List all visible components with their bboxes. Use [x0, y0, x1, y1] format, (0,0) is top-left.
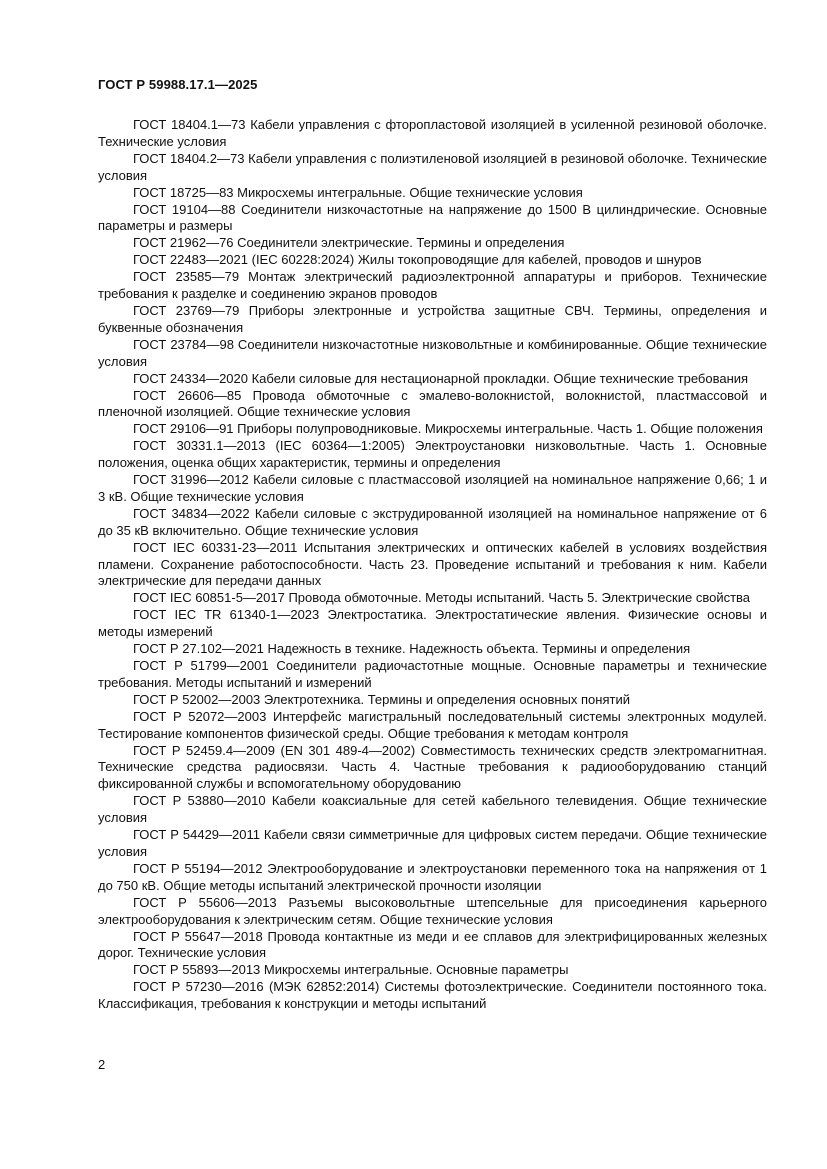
reference-item: ГОСТ Р 52002—2003 Электротехника. Термины и определения основных понятий [133, 691, 630, 707]
reference-item: ГОСТ 23585—79 Монтаж электрический радиоэлектронной аппаратуры и приборов. Технические требования к разделке и соединению экранов проводов [98, 269, 767, 302]
reference-item: ГОСТ IEC 60331-23—2011 Испытания электрических и оптических кабелей в условиях воздействия пламени. Сохранение работоспособности. Часть 23. Проведение испытаний и требования к ним. Кабели электрические для передачи данных [98, 539, 767, 589]
reference-item: ГОСТ IEC 60851-5—2017 Провода обмоточные. Методы испытаний. Часть 5. Электрические свойства [133, 590, 751, 606]
reference-item: ГОСТ 21962—76 Соединители электрические. Термины и определения [133, 235, 565, 251]
reference-item: ГОСТ Р 52459.4—2009 (EN 301 489-4—2002) Совместимость технических средств электромагнитная. Технические средства радиосвязи. Часть 4. Частные требования к радиооборудованию станций фиксированной службы и вспомогательному оборудованию [98, 742, 767, 792]
reference-item: ГОСТ 19104—88 Соединители низкочастотные на напряжение до 1500 В цилиндрические. Основные параметры и размеры [98, 201, 767, 234]
page-number: 2 [98, 1057, 106, 1072]
reference-item: ГОСТ 18404.1—73 Кабели управления с фторопластовой изоляцией в усиленной резиновой оболочке. Технические условия [98, 117, 767, 149]
reference-item: ГОСТ Р 53880—2010 Кабели коаксиальные для сетей кабельного телевидения. Общие технические условия [98, 793, 767, 826]
reference-item: ГОСТ Р 55893—2013 Микросхемы интегральные. Основные параметры [133, 962, 569, 978]
reference-item: ГОСТ Р 55194—2012 Электрооборудование и электроустановки переменного тока на напряжения от 1 до 750 кВ. Общие методы испытаний электрической прочности изоляции [98, 860, 767, 893]
reference-item: ГОСТ Р 55606—2013 Разъемы высоковольтные штепсельные для присоединения карьерного электрооборудования к электрическим сетям. Общие технические условия [98, 894, 767, 927]
reference-item: ГОСТ Р 27.102—2021 Надежность в технике. Надежность объекта. Термины и определения [133, 641, 691, 657]
reference-item: ГОСТ 24334—2020 Кабели силовые для нестационарной прокладки. Общие технические требования [133, 370, 749, 386]
document-header: ГОСТ Р 59988.17.1—2025 [98, 77, 258, 92]
reference-item: ГОСТ Р 51799—2001 Соединители радиочастотные мощные. Основные параметры и технические требования. Методы испытаний и измерений [98, 658, 767, 690]
reference-item: ГОСТ Р 55647—2018 Провода контактные из меди и ее сплавов для электрифицированных железных дорог. Технические условия [98, 928, 767, 961]
reference-item: ГОСТ 18404.2—73 Кабели управления с полиэтиленовой изоляцией в резиновой оболочке. Технические условия [98, 150, 767, 183]
reference-item: ГОСТ 29106—91 Приборы полупроводниковые. Микросхемы интегральные. Часть 1. Общие положения [133, 421, 763, 437]
reference-item: ГОСТ IEC TR 61340-1—2023 Электростатика. Электростатические явления. Физические основы и методы измерений [98, 607, 767, 640]
reference-item: ГОСТ 31996—2012 Кабели силовые с пластмассовой изоляцией на номинальное напряжение 0,66; 1 и 3 кВ. Общие технические условия [98, 472, 767, 504]
reference-item: ГОСТ 34834—2022 Кабели силовые с экструдированной изоляцией на номинальное напряжение от 6 до 35 кВ включительно. Общие технические условия [98, 505, 767, 538]
reference-item: ГОСТ 26606—85 Провода обмоточные с эмалево-волокнистой, волокнистой, пластмассовой и пленочной изоляцией. Общие технические условия [98, 387, 767, 420]
reference-item: ГОСТ Р 57230—2016 (МЭК 62852:2014) Системы фотоэлектрические. Соединители постоянного тока. Классификация, требования к конструкции и методы испытаний [98, 979, 767, 1012]
normative-references-list [98, 117, 767, 1013]
reference-item: ГОСТ 18725—83 Микросхемы интегральные. Общие технические условия [133, 184, 583, 200]
reference-item: ГОСТ 23769—79 Приборы электронные и устройства защитные СВЧ. Термины, определения и буквенные обозначения [98, 302, 767, 335]
reference-item: ГОСТ 23784—98 Соединители низкочастотные низковольтные и комбинированные. Общие технические условия [98, 336, 767, 369]
reference-item: ГОСТ 30331.1—2013 (IEC 60364—1:2005) Электроустановки низковольтные. Часть 1. Основные положения, оценка общих характеристик, термины и определения [98, 438, 767, 471]
reference-item: ГОСТ Р 54429—2011 Кабели связи симметричные для цифровых систем передачи. Общие технические условия [98, 827, 767, 859]
reference-item: ГОСТ 22483—2021 (IEC 60228:2024) Жилы токопроводящие для кабелей, проводов и шнуров [133, 252, 702, 268]
reference-item: ГОСТ Р 52072—2003 Интерфейс магистральный последовательный системы электронных модулей. Тестирование компонентов физической среды. Общие требования к методам контроля [98, 708, 767, 741]
